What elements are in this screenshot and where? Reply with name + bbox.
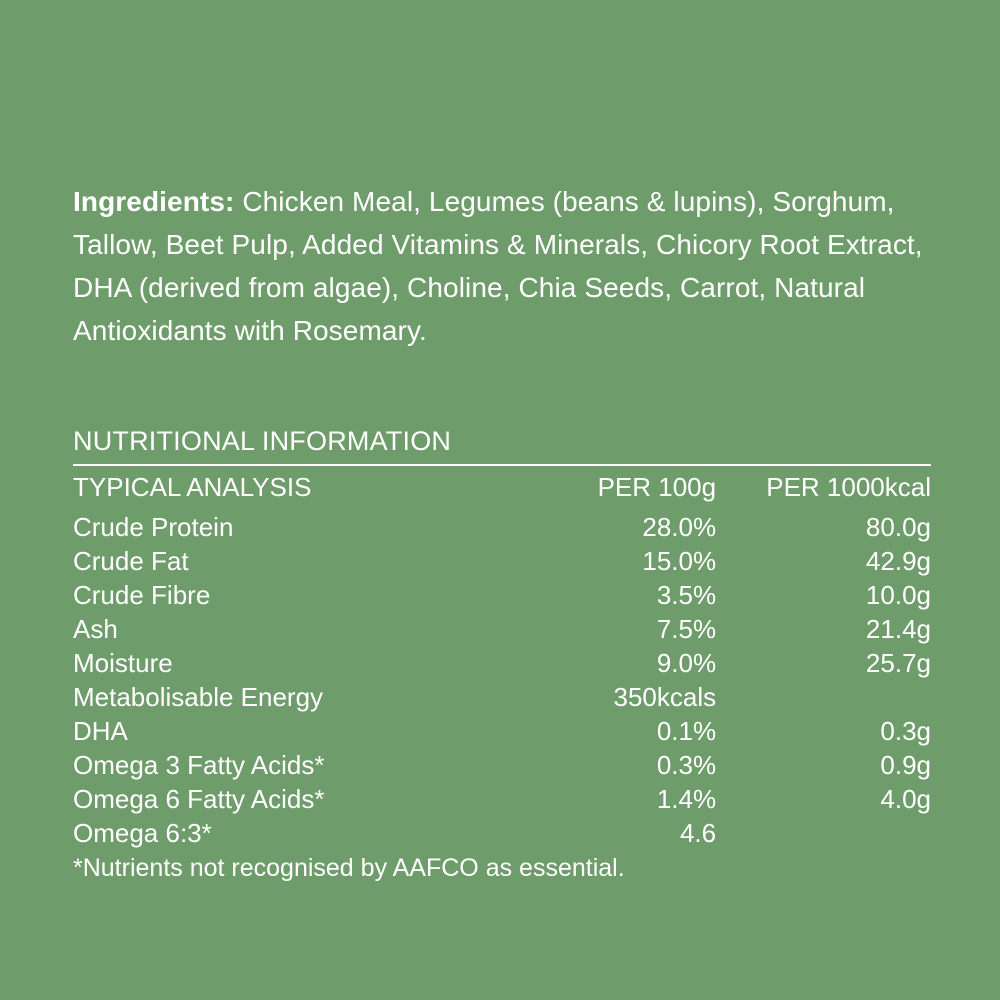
column-header-per-100g: PER 100g xyxy=(597,472,717,502)
nutrient-per-1000kcal: 42.9g xyxy=(865,546,931,576)
nutrient-per-100g: 0.3% xyxy=(656,750,717,780)
nutrient-name: DHA xyxy=(73,716,128,746)
nutrient-per-100g: 9.0% xyxy=(656,648,717,678)
table-row xyxy=(73,748,931,782)
table-row xyxy=(73,816,931,850)
nutrient-per-1000kcal: 10.0g xyxy=(865,580,931,610)
column-header-per-1000kcal: PER 1000kcal xyxy=(766,472,931,502)
table-header-row xyxy=(73,469,931,510)
ingredients-text: Chicken Meal, Legumes (beans & lupins), Sorghum, Tallow, Beet Pulp, Added Vitamins & Minerals, Chicory Root Extract, DHA (derived from algae), Choline, Chia Seeds, Carrot, Natural Antioxidants with Rosemary. xyxy=(73,186,923,346)
nutrient-per-100g: 4.6 xyxy=(679,818,717,848)
nutrient-per-100g: 3.5% xyxy=(656,580,717,610)
table-row xyxy=(73,714,931,748)
nutrient-name: Crude Protein xyxy=(73,512,234,542)
typical-analysis-table xyxy=(73,469,931,850)
nutrient-per-1000kcal: 0.3g xyxy=(880,716,931,746)
nutrient-per-1000kcal: 4.0g xyxy=(880,784,931,814)
table-row xyxy=(73,544,931,578)
table-row xyxy=(73,612,931,646)
nutrient-per-100g: 15.0% xyxy=(642,546,717,576)
nutritional-information-section xyxy=(73,424,931,885)
nutrient-per-100g: 28.0% xyxy=(642,512,717,542)
table-row xyxy=(73,782,931,816)
nutrient-name: Omega 6 Fatty Acids* xyxy=(73,784,325,814)
nutritional-information-heading: NUTRITIONAL INFORMATION xyxy=(73,426,452,456)
ingredients-paragraph xyxy=(73,180,933,352)
nutrient-per-1000kcal: 21.4g xyxy=(865,614,931,644)
nutrient-name: Moisture xyxy=(73,648,173,678)
column-header-analysis: TYPICAL ANALYSIS xyxy=(73,472,312,502)
nutrient-per-1000kcal: 25.7g xyxy=(865,648,931,678)
nutrient-name: Omega 3 Fatty Acids* xyxy=(73,750,325,780)
nutrient-per-100g: 350kcals xyxy=(613,682,717,712)
table-footnote: *Nutrients not recognised by AAFCO as essential. xyxy=(73,854,625,882)
table-row xyxy=(73,646,931,680)
table-row xyxy=(73,578,931,612)
nutrient-name: Metabolisable Energy xyxy=(73,682,324,712)
nutrient-name: Omega 6:3* xyxy=(73,818,212,848)
heading-divider xyxy=(73,464,931,466)
nutrient-per-100g: 7.5% xyxy=(656,614,717,644)
nutrient-name: Crude Fibre xyxy=(73,580,211,610)
nutrient-per-1000kcal: 80.0g xyxy=(865,512,931,542)
table-row xyxy=(73,510,931,544)
nutrient-name: Ash xyxy=(73,614,118,644)
nutrient-per-100g: 0.1% xyxy=(656,716,717,746)
nutrient-per-1000kcal xyxy=(716,816,931,850)
nutrient-per-100g: 1.4% xyxy=(656,784,717,814)
table-row xyxy=(73,680,931,714)
ingredients-label: Ingredients: xyxy=(73,186,235,217)
nutrient-per-1000kcal xyxy=(716,680,931,714)
nutrient-name: Crude Fat xyxy=(73,546,189,576)
nutrient-per-1000kcal: 0.9g xyxy=(880,750,931,780)
